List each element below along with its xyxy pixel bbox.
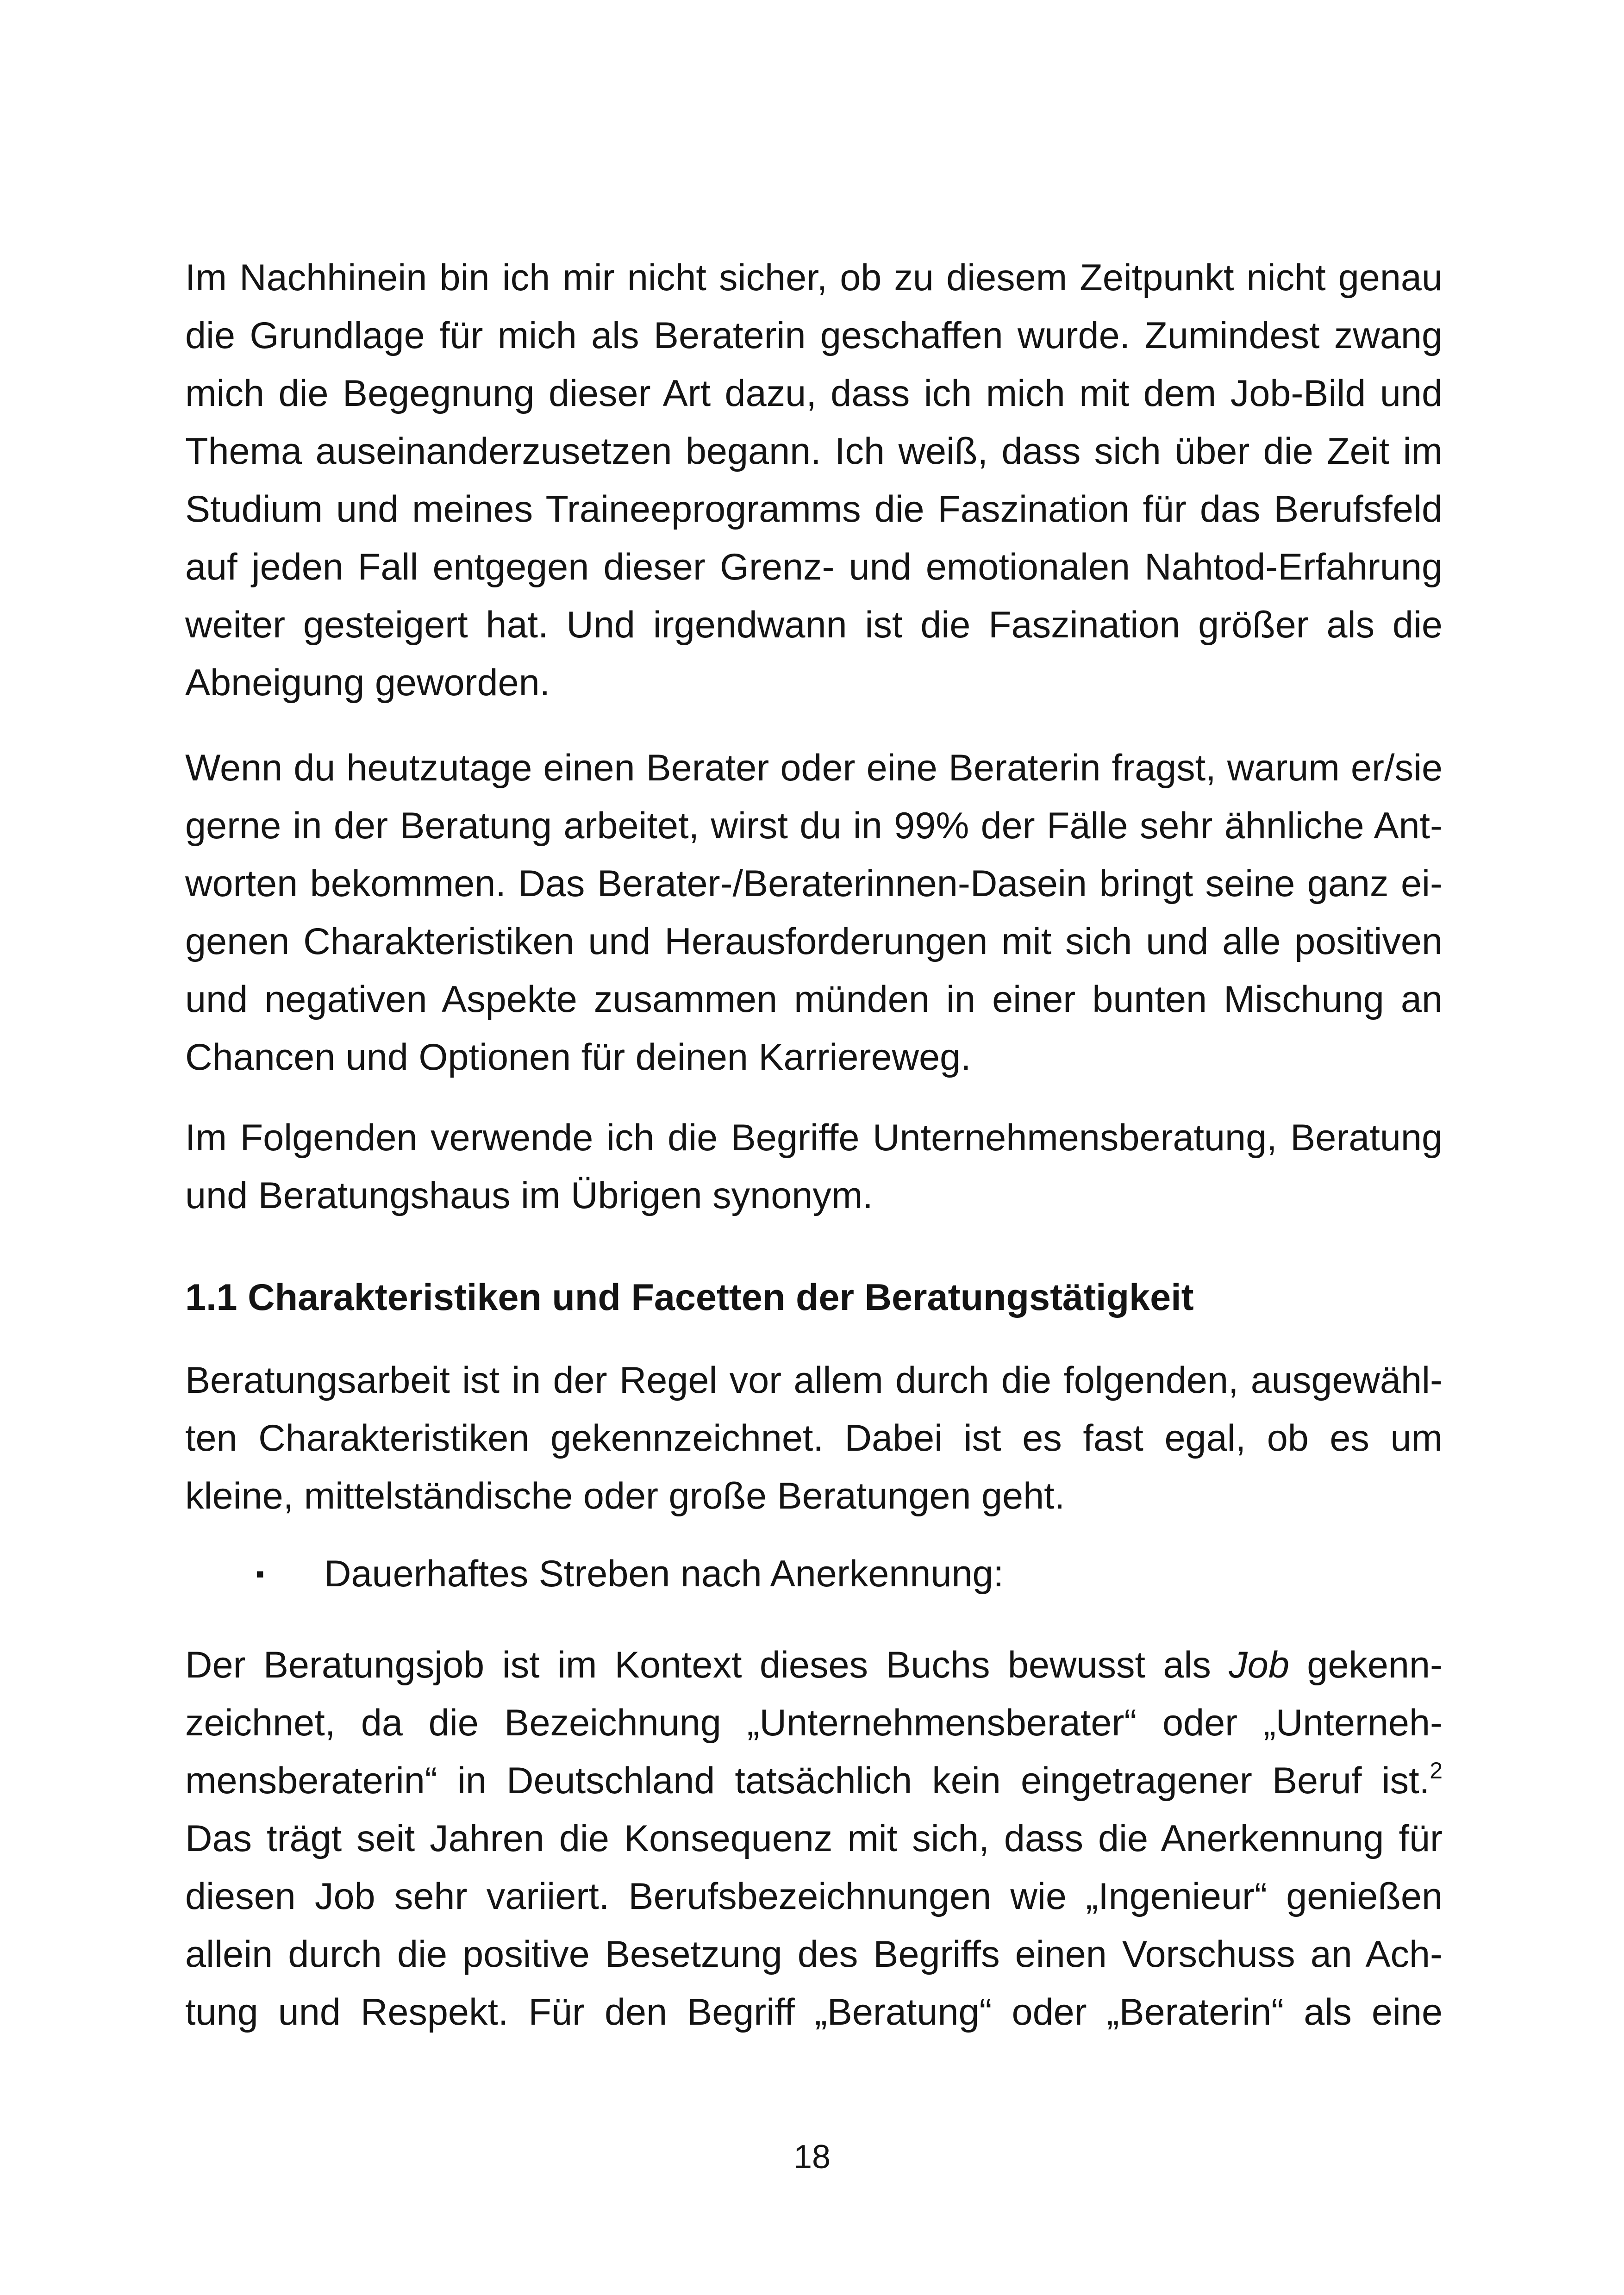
paragraph-2 — [185, 739, 1443, 1086]
text-line: Chancen und Optionen für deinen Karriereweg. — [185, 1036, 971, 1078]
text-line: Beratungsarbeit ist in der Regel vor allem durch die folgenden, ausgewähl- — [185, 1360, 1443, 1401]
bullet-text: Dauerhaftes Streben nach Anerkennung: — [324, 1553, 1004, 1595]
text-line — [185, 1752, 1443, 1810]
text-line — [185, 1636, 1443, 1694]
text-line: Das trägt seit Jahren die Konsequenz mit sich, dass die Anerkennung für — [185, 1818, 1443, 1859]
paragraph-5 — [185, 1636, 1443, 2041]
text-line: kleine, mittelständische oder große Beratungen geht. — [185, 1475, 1065, 1517]
text-line: Wenn du heutzutage einen Berater oder eine Beraterin fragst, warum er/sie — [185, 747, 1443, 789]
text-line: ten Charakteristiken gekennzeichnet. Dabei ist es fast egal, ob es um — [185, 1417, 1443, 1459]
text-line: Studium und meines Traineeprogramms die Faszination für das Berufsfeld — [185, 488, 1443, 530]
text-line: zeichnet, da die Bezeichnung „Unternehmensberater“ oder „Unterneh- — [185, 1702, 1443, 1744]
text-line: diesen Job sehr variiert. Berufsbezeichnungen wie „Ingenieur“ genießen — [185, 1876, 1443, 1917]
square-bullet-icon: ▪ — [256, 1560, 265, 1588]
text-segment: mensberaterin“ in Deutschland tatsächlich kein eingetragener Beruf ist. — [185, 1760, 1430, 1802]
text-line: Im Folgenden verwende ich die Begriffe Unternehmensberatung, Beratung — [185, 1117, 1443, 1159]
text-line: Abneigung geworden. — [185, 662, 550, 704]
text-segment: Der Beratungsjob ist im Kontext dieses Buchs bewusst als — [185, 1644, 1211, 1686]
text-line: und Beratungshaus im Übrigen synonym. — [185, 1175, 873, 1216]
text-line: Im Nachhinein bin ich mir nicht sicher, ob zu diesem Zeitpunkt nicht genau — [185, 257, 1443, 299]
text-line: die Grundlage für mich als Beraterin geschaffen wurde. Zumindest zwang — [185, 315, 1443, 356]
text-line: worten bekommen. Das Berater-/Beraterinnen-Dasein bringt seine ganz ei- — [185, 863, 1443, 904]
text-segment: gekenn- — [1307, 1644, 1443, 1686]
section-heading: 1.1 Charakteristiken und Facetten der Beratungstätigkeit — [185, 1277, 1194, 1318]
paragraph-4 — [185, 1352, 1443, 1525]
text-line: Thema auseinanderzusetzen begann. Ich weiß, dass sich über die Zeit im — [185, 430, 1443, 472]
footnote-reference[interactable]: 2 — [1430, 1758, 1443, 1784]
paragraph-1 — [185, 249, 1443, 712]
text-line: tung und Respekt. Für den Begriff „Beratung“ oder „Beraterin“ als eine — [185, 1991, 1443, 2033]
text-line: allein durch die positive Besetzung des Begriffs einen Vorschuss an Ach- — [185, 1933, 1443, 1975]
text-line: weiter gesteigert hat. Und irgendwann ist die Faszination größer als die — [185, 604, 1443, 646]
text-line: und negativen Aspekte zusammen münden in einer bunten Mischung an — [185, 979, 1443, 1020]
text-line: mich die Begegnung dieser Art dazu, dass ich mich mit dem Job-Bild und — [185, 373, 1443, 414]
emphasis-text: Job — [1229, 1644, 1289, 1686]
text-line: genen Charakteristiken und Herausforderungen mit sich und alle positiven — [185, 921, 1443, 962]
page-number: 18 — [793, 2139, 831, 2176]
text-line: gerne in der Beratung arbeitet, wirst du in 99% der Fälle sehr ähnliche Ant- — [185, 805, 1443, 847]
text-line: auf jeden Fall entgegen dieser Grenz- und emotionalen Nahtod-Erfahrung — [185, 546, 1443, 588]
paragraph-3 — [185, 1109, 1443, 1225]
